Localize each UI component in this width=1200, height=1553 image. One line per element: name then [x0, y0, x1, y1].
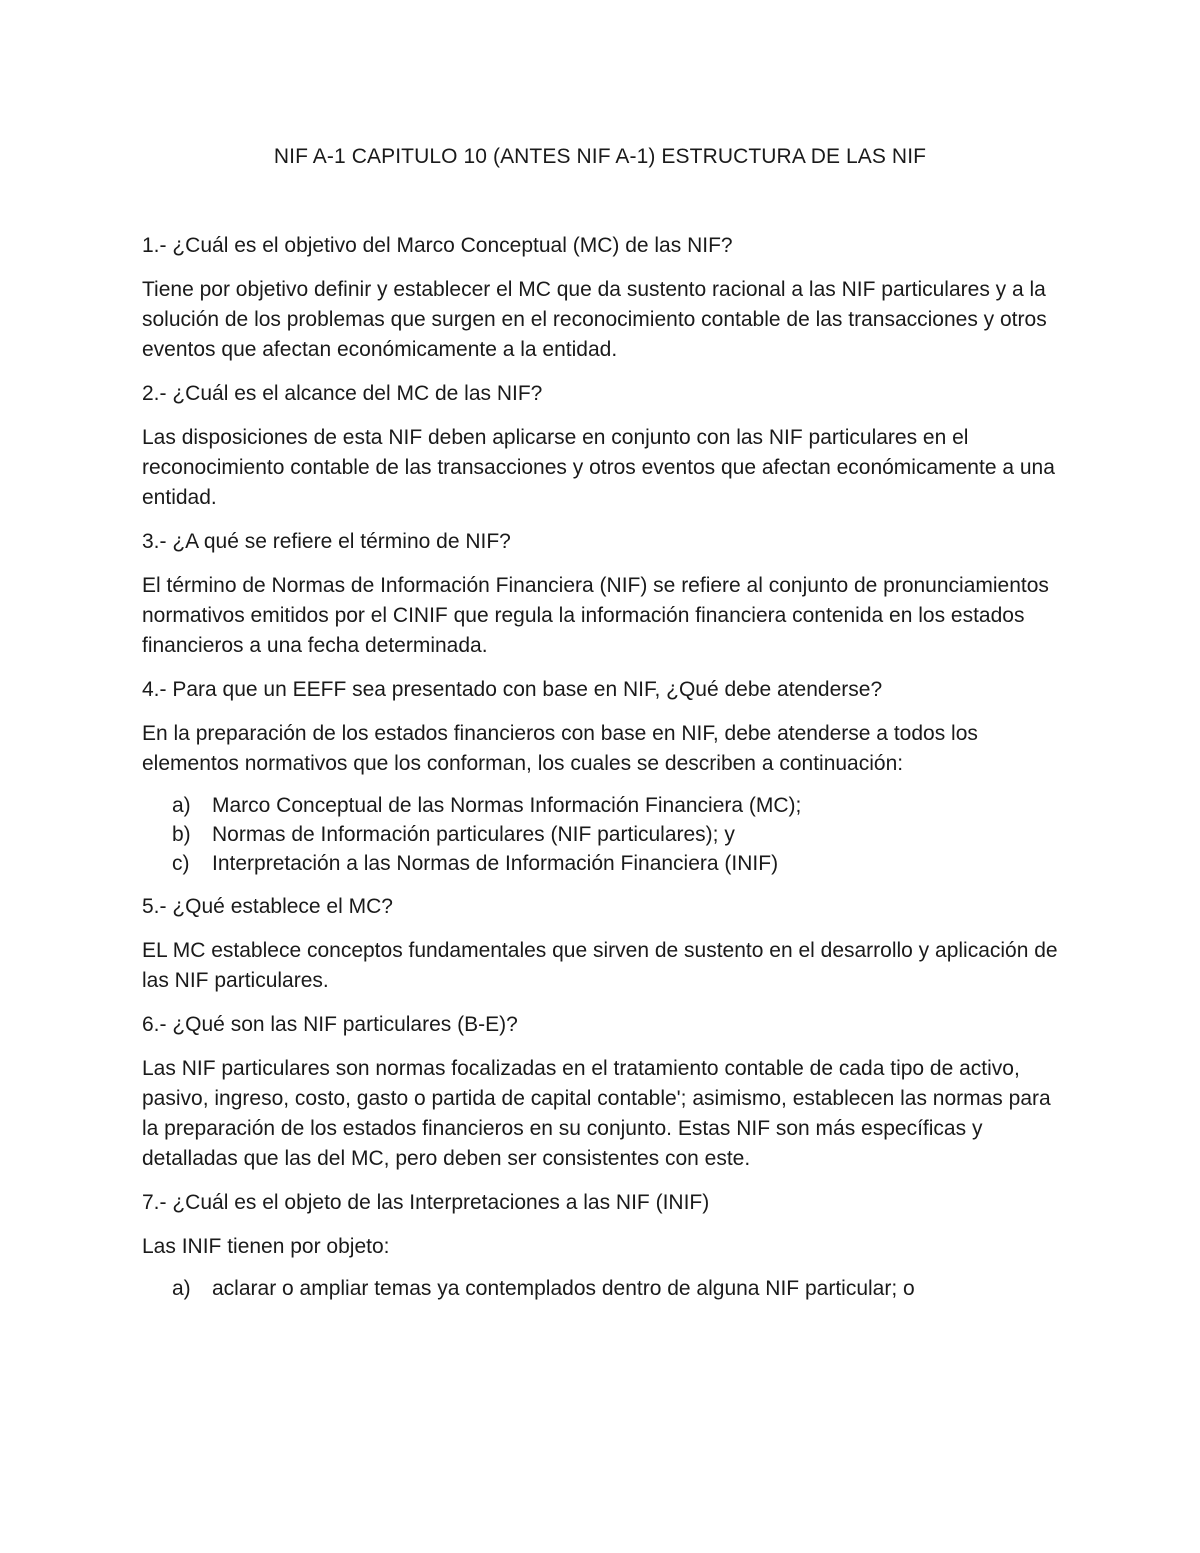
- list-item-text: aclarar o ampliar temas ya contemplados dentro de alguna NIF particular; o: [212, 1277, 915, 1300]
- list-marker: b): [172, 823, 191, 846]
- list-item: [172, 849, 1072, 878]
- list-item-text: Normas de Información particulares (NIF particulares); y: [212, 823, 735, 846]
- list-marker: c): [172, 852, 190, 875]
- inif-objectives-list: [142, 1274, 1072, 1303]
- list-item: [172, 1274, 1072, 1303]
- answer-2: Las disposiciones de esta NIF deben aplicarse en conjunto con las NIF particulares en el reconocimiento contable de las transacciones y otros eventos que afectan económicamente a una entidad.: [142, 426, 1055, 509]
- list-marker: a): [172, 794, 191, 817]
- document-title: NIF A-1 CAPITULO 10 (ANTES NIF A-1) ESTRUCTURA DE LAS NIF: [273, 145, 927, 168]
- elements-list: [142, 791, 1072, 878]
- list-item-text: Marco Conceptual de las Normas Información Financiera (MC);: [212, 794, 802, 817]
- answer-4: En la preparación de los estados financieros con base en NIF, debe atenderse a todos los elementos normativos que los conforman, los cuales se describen a continuación:: [142, 722, 978, 775]
- list-marker: a): [172, 1277, 191, 1300]
- answer-7: Las INIF tienen por objeto:: [142, 1235, 390, 1258]
- document-body: [142, 231, 1072, 1317]
- question-6: 6.- ¿Qué son las NIF particulares (B-E)?: [142, 1013, 518, 1036]
- list-item: [172, 820, 1072, 849]
- question-7: 7.- ¿Cuál es el objeto de las Interpretaciones a las NIF (INIF): [142, 1191, 710, 1214]
- question-5: 5.- ¿Qué establece el MC?: [142, 895, 393, 918]
- list-item: [172, 791, 1072, 820]
- answer-3: El término de Normas de Información Financiera (NIF) se refiere al conjunto de pronunciamientos normativos emitidos por el CINIF que regula la información financiera contenida en los estados financieros a una fecha determinada.: [142, 574, 1049, 657]
- list-item-text: Interpretación a las Normas de Información Financiera (INIF): [212, 852, 779, 875]
- answer-1: Tiene por objetivo definir y establecer el MC que da sustento racional a las NIF particulares y a la solución de los problemas que surgen en el reconocimiento contable de las transacciones y otros eventos que afectan económicamente a la entidad.: [142, 278, 1047, 361]
- question-4: 4.- Para que un EEFF sea presentado con base en NIF, ¿Qué debe atenderse?: [142, 678, 883, 701]
- question-3: 3.- ¿A qué se refiere el término de NIF?: [142, 530, 511, 553]
- question-1: 1.- ¿Cuál es el objetivo del Marco Conceptual (MC) de las NIF?: [142, 234, 733, 257]
- answer-5: EL MC establece conceptos fundamentales que sirven de sustento en el desarrollo y aplicación de las NIF particulares.: [142, 939, 1058, 992]
- question-2: 2.- ¿Cuál es el alcance del MC de las NIF?: [142, 382, 543, 405]
- answer-6: Las NIF particulares son normas focalizadas en el tratamiento contable de cada tipo de activo, pasivo, ingreso, costo, gasto o partida de capital contable'; asimismo, establecen las normas para la preparación de los estados financieros en su conjunto. Estas NIF son más específicas y detalladas que las del MC, pero deben ser consistentes con este.: [142, 1057, 1051, 1170]
